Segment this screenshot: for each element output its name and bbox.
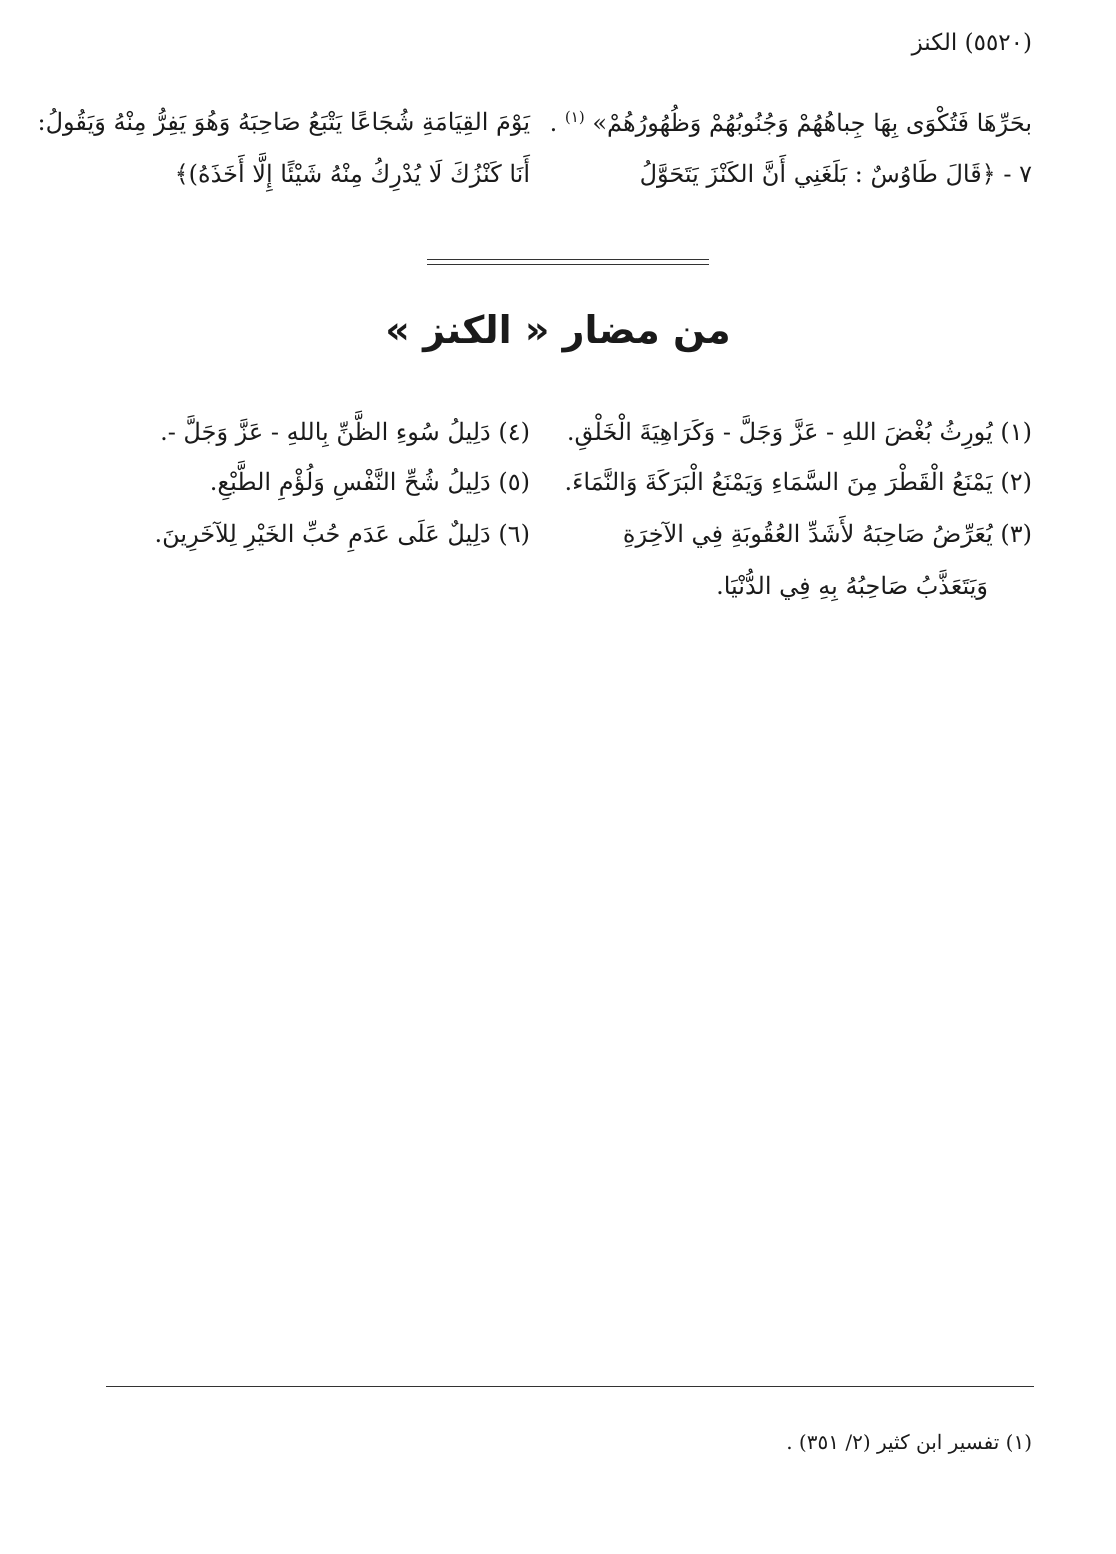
intro-line-4: أَنَا كَنْزُكَ لَا يُدْرِكُ مِنْهُ شَيْئًا إِلَّا أَخَذَهُ)﴾ xyxy=(174,160,530,188)
items-right-column xyxy=(564,0,1032,640)
list-item-6: (٦) دَلِيلٌ عَلَى عَدَمِ حُبِّ الخَيْرِ لِلآخَرِينَ. xyxy=(154,520,530,548)
footnote-separator xyxy=(106,1386,1034,1387)
intro-line-1-end: . xyxy=(549,109,558,137)
running-head: (٥٥٢٠) الكنز xyxy=(911,30,1032,56)
list-item-3-continuation: وَيَتَعَذَّبُ صَاحِبُهُ بِهِ فِي الدُّنْيَا. xyxy=(716,572,988,600)
items-left-column xyxy=(80,0,530,640)
intro-line-1-text: بحَرِّهَا فَتُكْوَى بِهَا جِباهُهُمْ وَجُنُوبُهُمْ وَظُهُورُهُمْ» xyxy=(592,109,1032,137)
section-title: من مضار « الكنز » xyxy=(385,308,731,352)
intro-line-2: ٧ - ﴿قَالَ طَاوُسٌ : بَلَغَنِي أَنَّ الكَنْزَ يَتَحَوَّلُ xyxy=(639,160,1032,188)
intro-line-3: يَوْمَ القِيَامَةِ شُجَاعًا يَتْبَعُ صَاحِبَهُ وَهُوَ يَفِرُّ مِنْهُ وَيَقُولُ: xyxy=(37,108,530,136)
footnote-ref: (١) xyxy=(564,108,585,126)
list-item-3: (٣) يُعَرِّضُ صَاحِبَهُ لأَشَدِّ العُقُوبَةِ فِي الآخِرَةِ xyxy=(622,520,1032,548)
list-item-1: (١) يُورِثُ بُغْضَ اللهِ - عَزَّ وَجَلَّ - وَكَرَاهِيَةَ الْخَلْقِ. xyxy=(566,418,1032,446)
list-item-4: (٤) دَلِيلُ سُوءِ الظَّنِّ بِاللهِ - عَزَّ وَجَلَّ -. xyxy=(160,418,530,446)
list-item-5: (٥) دَلِيلُ شُحِّ النَّفْسِ وَلُؤْمِ الطَّبْعِ. xyxy=(209,468,530,496)
list-item-2: (٢) يَمْنَعُ الْقَطْرَ مِنَ السَّمَاءِ وَيَمْنَعُ الْبَرَكَةَ وَالنَّمَاءَ. xyxy=(564,468,1032,496)
footnote-1: (١) تفسير ابن كثير (٢/ ٣٥١) . xyxy=(786,1430,1032,1454)
